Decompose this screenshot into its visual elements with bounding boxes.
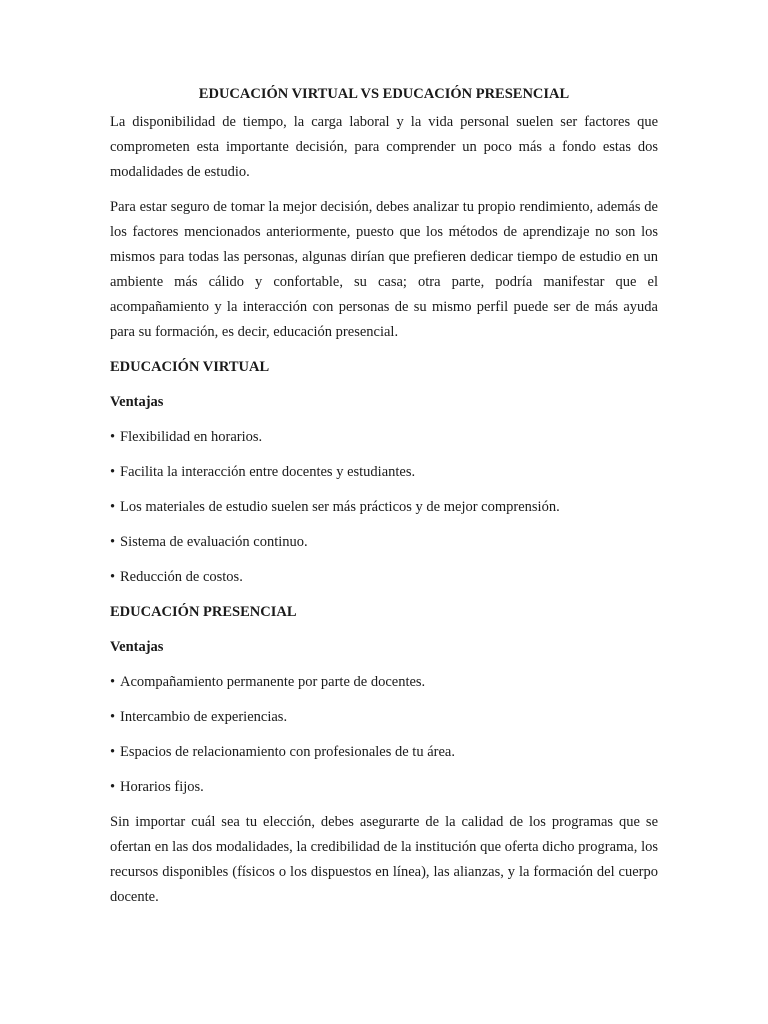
- list-item-text: Los materiales de estudio suelen ser más prácticos y de mejor comprensión.: [120, 499, 560, 515]
- bullet-icon: •: [110, 569, 116, 585]
- list-item: [110, 740, 658, 764]
- bullet-icon: •: [110, 429, 116, 445]
- list-item-text: Espacios de relacionamiento con profesionales de tu área.: [120, 744, 455, 760]
- list-item-text: Sistema de evaluación continuo.: [120, 534, 308, 550]
- section-presencial: [110, 600, 658, 799]
- list-item-text: Acompañamiento permanente por parte de docentes.: [120, 674, 426, 690]
- advantages-list: [110, 425, 658, 589]
- list-item-text: Facilita la interacción entre docentes y estudiantes.: [120, 464, 416, 480]
- intro-paragraph: Para estar seguro de tomar la mejor decisión, debes analizar tu propio rendimiento, además de los factores mencionados anteriormente, puesto que los métodos de aprendizaje no son los mismos para todas las personas, algunas dirían que prefieren dedicar tiempo de estudio en un ambiente más cálido y confortable, su casa; otra parte, podría manifestar que el acompañamiento y la interacción con personas de su mismo perfil puede ser de más ayuda para su formación, es decir, educación presencial.: [110, 199, 658, 340]
- bullet-icon: •: [110, 744, 116, 760]
- list-item: [110, 530, 658, 554]
- bullet-icon: •: [110, 779, 116, 795]
- section-virtual: [110, 355, 658, 589]
- bullet-icon: •: [110, 709, 116, 725]
- list-item: [110, 460, 658, 484]
- section-heading: EDUCACIÓN VIRTUAL: [110, 359, 270, 375]
- bullet-icon: •: [110, 534, 116, 550]
- list-item: [110, 425, 658, 449]
- advantages-subheading: Ventajas: [110, 394, 164, 410]
- bullet-icon: •: [110, 674, 116, 690]
- section-heading: EDUCACIÓN PRESENCIAL: [110, 604, 297, 620]
- list-item: [110, 565, 658, 589]
- list-item-text: Flexibilidad en horarios.: [120, 429, 263, 445]
- advantages-subheading: Ventajas: [110, 639, 164, 655]
- list-item: [110, 775, 658, 799]
- intro-paragraph: La disponibilidad de tiempo, la carga laboral y la vida personal suelen ser factores que comprometen esta importante decisión, para comprender un poco más a fondo estas dos modalidades de estudio.: [110, 114, 658, 180]
- list-item: [110, 705, 658, 729]
- list-item-text: Horarios fijos.: [120, 779, 204, 795]
- list-item: [110, 670, 658, 694]
- advantages-list: [110, 670, 658, 799]
- closing-paragraph: Sin importar cuál sea tu elección, debes asegurarte de la calidad de los programas que se ofertan en las dos modalidades, la credibilidad de la institución que oferta dicho programa, los recursos disponibles (físicos o los dispuestos en línea), las alianzas, y la formación del cuerpo docente.: [110, 814, 658, 905]
- bullet-icon: •: [110, 464, 116, 480]
- document-title: EDUCACIÓN VIRTUAL VS EDUCACIÓN PRESENCIAL: [198, 86, 570, 102]
- bullet-icon: •: [110, 499, 116, 515]
- list-item: [110, 495, 658, 519]
- list-item-text: Intercambio de experiencias.: [120, 709, 288, 725]
- list-item-text: Reducción de costos.: [120, 569, 243, 585]
- document-page: [110, 80, 658, 920]
